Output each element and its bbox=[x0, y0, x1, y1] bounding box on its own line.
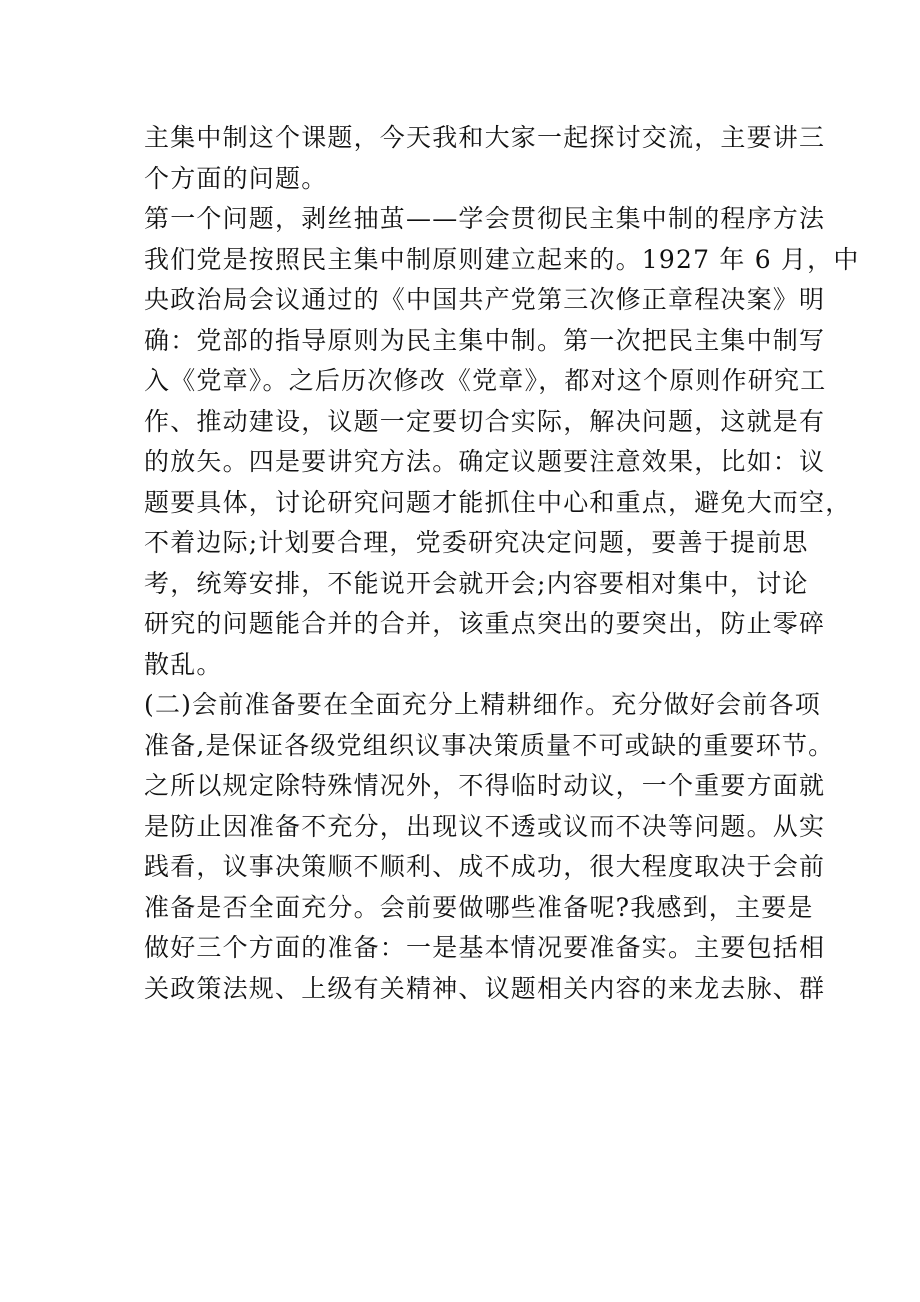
text-line: 入《党章》。之后历次修改《党章》，都对这个原则作研究工 bbox=[144, 366, 827, 395]
text-line: 准备,是保证各级党组织议事决策质量不可或缺的重要环节。 bbox=[144, 730, 835, 760]
document-body bbox=[144, 118, 860, 1009]
text-line: 准备是否全面充分。会前要做哪些准备呢?我感到，主要是 bbox=[144, 892, 814, 922]
text-line: 我们党是按照民主集中制原则建立起来的。1927 年 6 月，中 bbox=[144, 244, 860, 274]
text-line: 研究的问题能合并的合并，该重点突出的要突出，防止零碎 bbox=[144, 609, 826, 638]
section-heading: 第一个问题，剥丝抽茧——学会贯彻民主集中制的程序方法 bbox=[144, 204, 826, 233]
text-line: 践看，议事决策顺不顺利、成不成功，很大程度取决于会前 bbox=[144, 852, 826, 881]
text-line: 主集中制这个课题，今天我和大家一起探讨交流，主要讲三 bbox=[144, 123, 826, 152]
text-line: 散乱。 bbox=[144, 649, 223, 679]
text-line: 作、推动建设，议题一定要切合实际，解决问题，这就是有 bbox=[144, 406, 826, 436]
text-line: 确：党部的指导原则为民主集中制。第一次把民主集中制写 bbox=[144, 325, 826, 355]
text-line: 是防止因准备不充分，出现议不透或议而不决等问题。从实 bbox=[144, 811, 826, 841]
text-line: 不着边际;计划要合理，党委研究决定问题，要善于提前思 bbox=[144, 528, 809, 557]
text-line: 之所以规定除特殊情况外，不得临时动议，一个重要方面就 bbox=[144, 771, 826, 800]
text-line: 关政策法规、上级有关精神、议题相关内容的来龙去脉、群 bbox=[144, 973, 826, 1003]
text-line: 个方面的问题。 bbox=[144, 163, 328, 193]
text-line: 的放矢。四是要讲究方法。确定议题要注意效果，比如：议 bbox=[144, 447, 826, 476]
subsection-heading: (二)会前准备要在全面充分上精耕细作。充分做好会前各项 bbox=[144, 690, 821, 719]
text-line: 考，统筹安排，不能说开会就开会;内容要相对集中，讨论 bbox=[144, 568, 809, 598]
text-line: 央政治局会议通过的《中国共产党第三次修正章程决案》明 bbox=[144, 285, 826, 314]
text-line: 做好三个方面的准备：一是基本情况要准备实。主要包括相 bbox=[144, 933, 826, 962]
text-line: 题要具体，讨论研究问题才能抓住中心和重点，避免大而空， bbox=[144, 487, 852, 517]
